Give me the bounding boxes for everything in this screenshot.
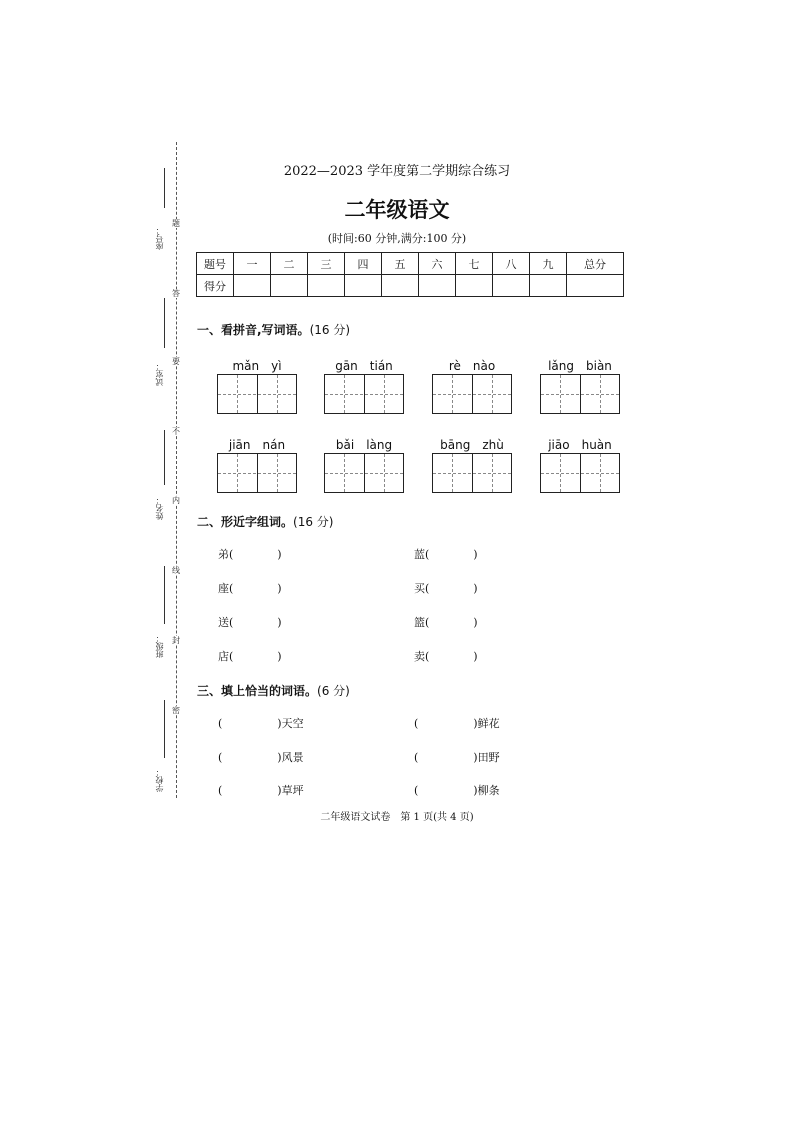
page-footer: 二年级语文试卷 第 1 页(共 4 页) [320,812,474,823]
score-table-header-row [197,253,624,275]
fill-word-item[interactable]: ( )柳条 [414,784,500,797]
section-heading [197,321,350,338]
section-points: (16 分) [293,515,334,529]
section-heading [197,682,350,699]
writing-grid[interactable] [324,374,404,414]
seal-char: 线 [172,566,180,575]
pinyin-label: mǎn yì [232,359,282,373]
section-heading [197,513,333,530]
section-heading-text: 一、看拼音,写词语。 [197,323,310,337]
table-cell: 四 [345,253,382,275]
pinyin-label: rè nào [448,359,496,373]
seal-char: 封 [172,636,180,645]
school-fill-line [164,700,165,758]
fill-word-item[interactable]: ( )田野 [414,751,500,764]
exam-room-label: 试室： [155,362,164,386]
pinyin-label: jiāo huàn [548,438,612,452]
seal-char: 不 [172,427,180,436]
similar-char-item[interactable]: 篮( ) [414,616,478,629]
writing-grid[interactable] [540,374,620,414]
table-cell: 八 [493,253,530,275]
score-input-cell[interactable] [345,275,382,297]
similar-char-item[interactable]: 座( ) [218,582,282,595]
score-input-cell[interactable] [308,275,345,297]
pinyin-label: lǎng biàn [548,359,612,373]
section-heading-text: 三、填上恰当的词语。 [197,684,318,698]
similar-char-item[interactable]: 买( ) [414,582,478,595]
seal-char: 内 [172,496,180,505]
similar-char-item[interactable]: 卖( ) [414,650,478,663]
writing-grid[interactable] [432,453,512,493]
writing-grid[interactable] [217,374,297,414]
table-cell: 三 [308,253,345,275]
seal-char: 题 [172,219,180,228]
writing-grid[interactable] [324,453,404,493]
table-cell: 七 [456,253,493,275]
seal-char: 要 [172,357,180,366]
school-label: 学校： [155,768,164,792]
table-cell: 九 [530,253,567,275]
score-input-cell[interactable] [530,275,567,297]
table-cell: 题号 [197,253,234,275]
table-cell: 一 [234,253,271,275]
score-input-cell[interactable] [271,275,308,297]
fill-word-item[interactable]: ( )风景 [218,751,304,764]
pinyin-label: gān tián [335,359,393,373]
table-cell: 二 [271,253,308,275]
similar-char-item[interactable]: 蓝( ) [414,548,478,561]
score-input-cell[interactable] [456,275,493,297]
score-input-cell[interactable] [234,275,271,297]
name-label: 姓名： [155,496,164,520]
section-points: (16 分) [309,323,351,337]
table-cell: 总分 [567,253,624,275]
time-info: (时间:60 分钟,满分:100 分) [327,232,467,245]
fill-word-item[interactable]: ( )鲜花 [414,717,500,730]
similar-char-item[interactable]: 店( ) [218,650,282,663]
similar-char-item[interactable]: 弟( ) [218,548,282,561]
seal-char: 密 [172,706,180,715]
score-table-score-row [197,275,624,297]
writing-grid[interactable] [217,453,297,493]
pinyin-label: jiān nán [228,438,286,452]
pinyin-label: bǎi làng [335,438,393,452]
table-cell: 得分 [197,275,234,297]
seat-number-label: 座号： [155,226,164,250]
exam-subtitle: 2022—2023 学年度第二学期综合练习 [283,164,511,179]
writing-grid[interactable] [540,453,620,493]
fill-word-item[interactable]: ( )天空 [218,717,304,730]
score-input-cell[interactable] [567,275,624,297]
class-label: 班级： [155,634,164,658]
exam-title: 二年级语文 [344,198,450,222]
fill-word-item[interactable]: ( )草坪 [218,784,304,797]
score-input-cell[interactable] [419,275,456,297]
name-fill-line [164,430,165,485]
section-points: (6 分) [317,684,350,698]
score-input-cell[interactable] [493,275,530,297]
exam-room-fill-line [164,298,165,348]
score-input-cell[interactable] [382,275,419,297]
class-fill-line [164,566,165,624]
table-cell: 六 [419,253,456,275]
score-table [196,252,624,297]
section-heading-text: 二、形近字组词。 [197,515,294,529]
writing-grid[interactable] [432,374,512,414]
table-cell: 五 [382,253,419,275]
seal-char: 答 [172,289,180,298]
pinyin-label: bāng zhù [440,438,504,452]
similar-char-item[interactable]: 送( ) [218,616,282,629]
